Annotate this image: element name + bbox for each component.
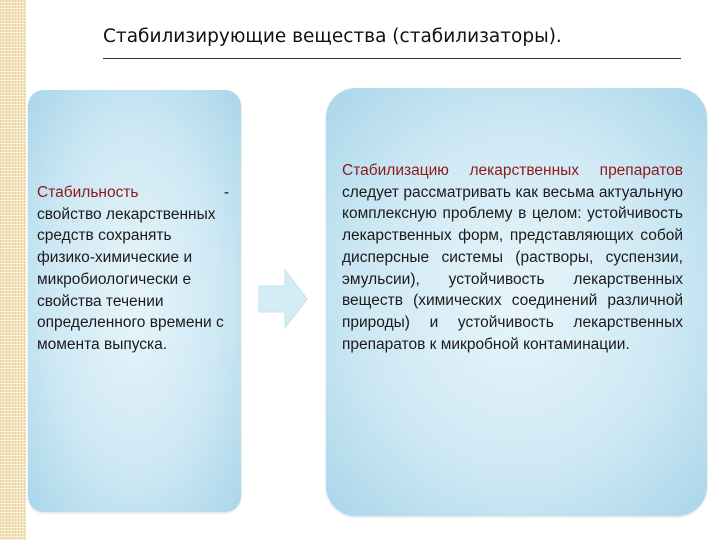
term-dash: -	[223, 184, 229, 201]
term-label: Стабильность	[37, 184, 139, 201]
decorative-side-strip	[0, 0, 26, 540]
stabilization-lead: Стабилизацию лекарственных препаратов	[342, 162, 683, 179]
stabilization-panel	[326, 88, 707, 516]
definition-body: свойство лекарственных средств сохранять физико-химические и микробиологически е свойства течении определенного времени с момента выпуска.	[37, 205, 224, 353]
term-row	[37, 182, 229, 204]
title-underline	[103, 58, 681, 59]
slide-title: Стабилизирующие вещества (стабилизаторы).	[103, 26, 562, 47]
stabilization-body: следует рассматривать как весьма актуальную комплексную проблему в целом: устойчивость лекарственных форм, представляющих собой дисперсные системы (растворы, суспензии, эмульсии), устойчивость лекарственных веществ (химических соединений различной природы) и устойчивость лекарственных препаратов к микробной контаминации.	[342, 183, 683, 353]
stabilization-text	[342, 160, 683, 355]
right-arrow-icon	[257, 268, 309, 330]
definition-text	[37, 182, 229, 356]
definition-panel	[28, 90, 241, 512]
